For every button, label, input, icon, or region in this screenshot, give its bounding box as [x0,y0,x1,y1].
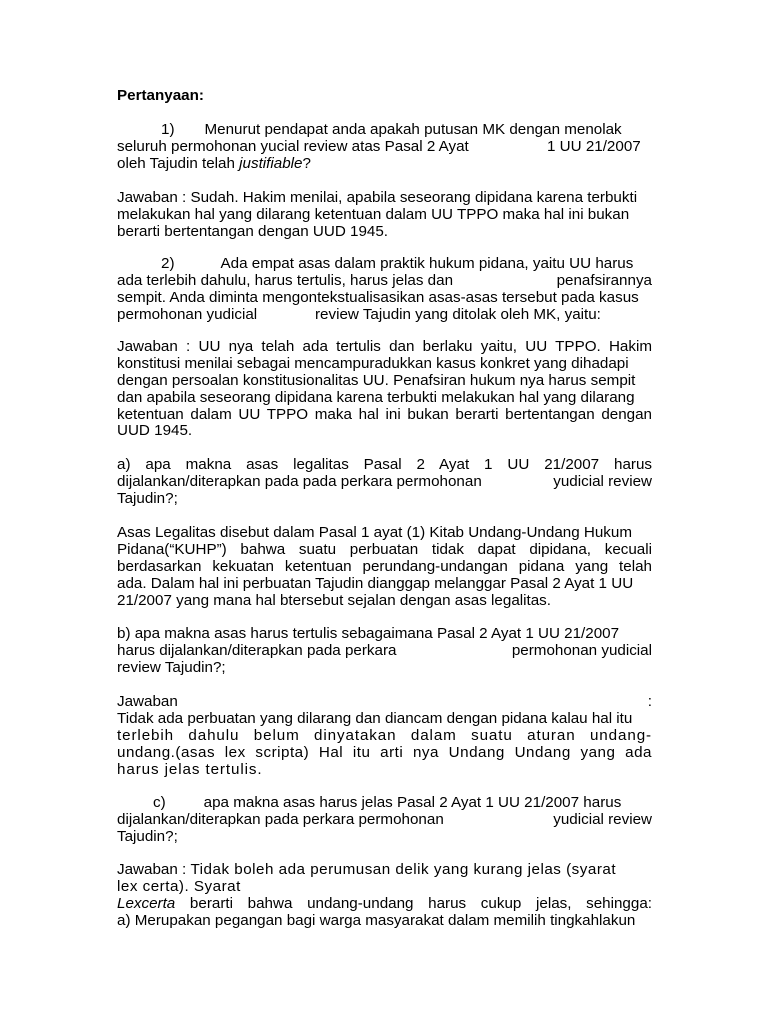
answer-a-line: ada. Dalam hal ini perbuatan Tajudin dianggap melanggar Pasal 2 Ayat 1 UU [117,574,634,592]
question-c-text-2a: dijalankan/diterapkan pada perkara permohonan [117,810,444,828]
question-a [117,457,652,508]
question-b-line-3: review Tajudin?; [117,658,226,676]
question-2-line-1 [117,256,652,273]
lexcerta-term: Lexcerta [117,894,176,912]
question-a-text-2a: dijalankan/diterapkan pada pada perkara permohonan [117,472,482,490]
answer-2-line: ketentuan dalam UU TPPO maka hal ini bukan berarti bertentangan dengan [117,405,652,423]
question-2-line-4 [117,307,652,324]
answer-b-label: Jawaban [117,693,178,710]
question-1-line-1 [117,122,652,139]
question-1-line-2 [117,139,652,156]
answer-1-line: Jawaban : Sudah. Hakim menilai, apabila seseorang dipidana karena terbukti [117,189,638,206]
question-1 [117,122,652,173]
question-2 [117,256,652,324]
answer-b-line-2: Tidak ada perbuatan yang dilarang dan diancam dengan pidana kalau hal itu [117,709,633,727]
question-b-line-1: b) apa makna asas harus tertulis sebagaimana Pasal 2 Ayat 1 UU 21/2007 [117,625,620,642]
answer-c-line-2: lex certa). Syarat [117,877,241,895]
answer-c-text-1: Tidak boleh ada perumusan delik yang kurang jelas (syarat [190,861,617,878]
answer-1-line: berarti bertentangan dengan UUD 1945. [117,222,389,240]
question-c-line-1 [117,795,652,812]
question-2-text-2a: ada terlebih dahulu, harus tertulis, harus jelas dan [117,271,454,289]
question-2-text-4a: permohonan yudicial [117,305,258,323]
question-2-text-2b: penafsirannya [556,271,652,289]
answer-b-line-5: harus jelas tertulis. [117,760,263,778]
question-c-number: c) [153,794,166,811]
question-a-text-2b: yudicial review [553,472,652,490]
question-c-line-3: Tajudin?; [117,827,178,845]
question-c-line-2 [117,812,652,829]
answer-a-line: Pidana(“KUHP”) bahwa suatu perbuatan tidak dapat dipidana, kecuali [117,540,652,558]
answer-2-line: dan apabila seseorang dipidana karena terbukti melakukan hal yang dilarang [117,388,635,406]
question-a-line-1: a) apa makna asas legalitas Pasal 2 Ayat 1 UU 21/2007 harus [117,456,652,473]
answer-2-line: konstitusi menilai sebagai mencampuradukkan kasus konkret yang dihadapi [117,354,629,372]
question-c [117,795,652,846]
question-b-text-2a: harus dijalankan/diterapkan pada perkara [117,641,397,659]
justifiable-term: justifiable [239,154,303,172]
answer-a-line: Asas Legalitas disebut dalam Pasal 1 ayat (1) Kitab Undang-Undang Hukum [117,524,632,541]
question-2-text-1: Ada empat asas dalam praktik hukum pidana, yaitu UU harus [220,255,634,272]
answer-b-colon: : [647,693,652,710]
answer-c-text-3: berarti bahwa undang-undang harus cukup jelas, sehingga: [175,894,652,912]
question-b-line-2 [117,643,652,660]
question-1-text-3a: oleh Tajudin telah [117,154,240,172]
answer-2-line: dengan persoalan konstitusionalitas UU. Penafsiran hukum nya harus sempit [117,371,636,389]
answer-1 [117,190,652,241]
question-a-line-2 [117,474,652,491]
answer-c-line-4: a) Merupakan pegangan bagi warga masyarakat dalam memilih tingkahlakun [117,911,636,929]
answer-1-line: melakukan hal yang dilarang ketentuan dalam UU TPPO maka hal ini bukan [117,205,630,223]
question-1-text-1: Menurut pendapat anda apakah putusan MK dengan menolak [204,121,622,138]
answer-2 [117,339,652,440]
answer-2-line: Jawaban : UU nya telah ada tertulis dan berlaku yaitu, UU TPPO. Hakim [117,338,652,355]
answer-c [117,862,652,930]
question-2-text-4b: review Tajudin yang ditolak oleh MK, yaitu: [315,305,601,323]
question-b-text-2b: permohonan yudicial [511,641,652,659]
question-1-text-3b: ? [302,154,311,172]
answer-a-line: 21/2007 yang mana hal btersebut sejalan dengan asas legalitas. [117,591,552,609]
answer-2-line: UUD 1945. [117,422,193,440]
answer-c-line-3 [117,896,652,913]
answer-b-line-3: terlebih dahulu belum dinyatakan dalam suatu aturan undang- [117,726,652,744]
answer-b [117,694,652,778]
answer-c-line-1 [117,862,652,879]
question-2-line-2 [117,273,652,290]
question-b [117,626,652,677]
question-c-text-2b: yudicial review [553,810,652,828]
heading: Pertanyaan: [117,87,204,104]
answer-a [117,525,652,609]
question-1-number: 1) [161,121,175,138]
question-a-line-3: Tajudin?; [117,489,178,507]
question-1-line-3 [117,156,652,173]
answer-b-line-4: undang.(asas lex scripta) Hal itu arti nya Undang Undang yang ada [117,743,652,761]
question-1-text-2b: 1 UU 21/2007 [547,137,641,155]
question-1-text-2a: seluruh permohonan yucial review atas Pasal 2 Ayat [117,137,469,155]
question-c-text-1: apa makna asas harus jelas Pasal 2 Ayat 1 UU 21/2007 harus [203,794,622,811]
question-2-line-3: sempit. Anda diminta mengontekstualisasikan asas-asas tersebut pada kasus [117,288,639,306]
answer-a-line: berdasarkan kekuatan ketentuan perundang-undangan pidana yang telah [117,557,652,575]
answer-c-label: Jawaban : [117,861,191,878]
question-2-number: 2) [161,255,175,272]
answer-b-line-1 [117,694,652,711]
